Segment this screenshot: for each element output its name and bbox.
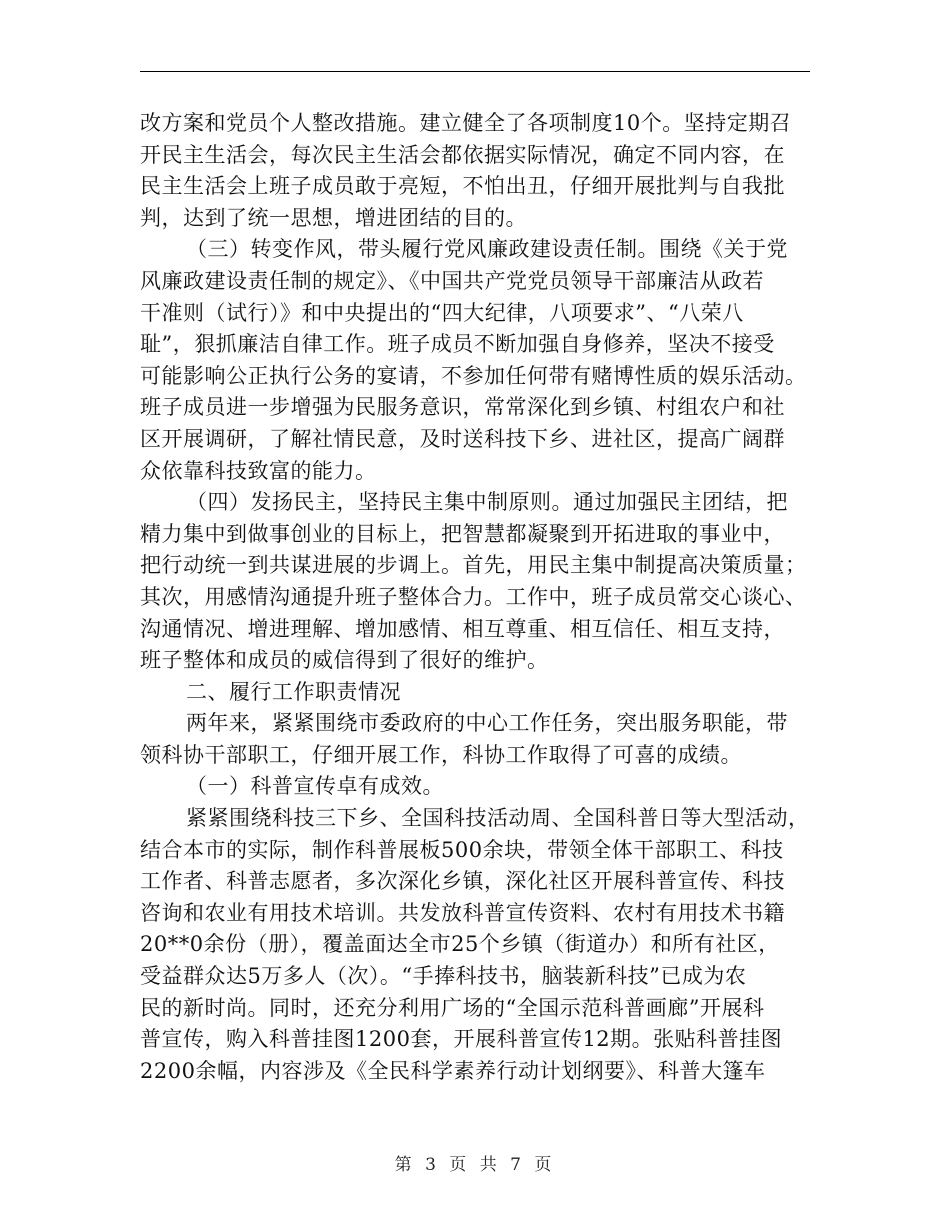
text-line: 耻”，狠抓廉洁自律工作。班子成员不断加强自身修养，坚决不接受	[140, 332, 775, 357]
text-line: 班子成员进一步增强为民服务意识，常常深化到乡镇、村组农户和社	[140, 395, 785, 420]
text-line: （三）转变作风，带头履行党风廉政建设责任制。围绕《关于党	[186, 237, 788, 262]
header-rule	[140, 71, 810, 72]
text-line: 普宣传，购入科普挂图1200套，开展科普宣传12期。张贴科普挂图	[140, 1027, 783, 1052]
text-line: 改方案和党员个人整改措施。建立健全了各项制度10个。坚持定期召	[140, 111, 792, 135]
section-heading: 二、履行工作职责情况	[186, 679, 401, 704]
text-line: 其次，用感情沟通提升班子整体合力。工作中，班子成员常交心谈心、	[140, 584, 807, 609]
text-line: 沟通情况、增进理解、增加感情、相互尊重、相互信任、相互支持，	[140, 616, 785, 641]
text-line: 2200余幅，内容涉及《全民科学素养行动计划纲要》、科普大篷车	[140, 1058, 766, 1083]
text-line: 受益群众达5万多人（次）。“手捧科技书，脑装新科技”已成为农	[140, 964, 747, 989]
text-line: 可能影响公正执行公务的宴请，不参加任何带有赌博性质的娱乐活动。	[140, 363, 807, 388]
text-line: 20**0余份（册），覆盖面达全市25个乡镇（街道办）和所有社区，	[140, 932, 780, 957]
text-line: 精力集中到做事创业的目标上，把智慧都凝聚到开拓进取的事业中，	[140, 521, 785, 546]
text-line: 把行动统一到共谋进展的步调上。首先，用民主集中制提高决策质量；	[140, 553, 807, 578]
text-line: 紧紧围绕科技三下乡、全国科技活动周、全国科普日等大型活动，	[186, 806, 810, 831]
text-line: 领科协干部职工，仔细开展工作，科协工作取得了可喜的成绩。	[140, 742, 742, 767]
text-line: 工作者、科普志愿者，多次深化乡镇，深化社区开展科普宣传、科技	[140, 869, 785, 894]
text-line: 开民主生活会，每次民主生活会都依据实际情况，确定不同内容，在	[140, 142, 785, 167]
text-line: 班子整体和成员的威信得到了很好的维护。	[140, 648, 549, 673]
text-line: 结合本市的实际，制作科普展板500余块，带领全体干部职工、科技	[140, 837, 784, 862]
text-line: 干准则（试行）》和中央提出的“四大纪律，八项要求”、“八荣八	[140, 300, 744, 325]
text-line: 风廉政建设责任制的规定》、《中国共产党党员领导干部廉洁从政若	[140, 268, 764, 293]
text-line: 区开展调研，了解社情民意，及时送科技下乡、进社区，提高广阔群	[140, 426, 785, 451]
text-line: 两年来，紧紧围绕市委政府的中心工作任务，突出服务职能，带	[186, 711, 788, 736]
text-line: 民主生活会上班子成员敢于亮短，不怕出丑，仔细开展批判与自我批	[140, 174, 785, 199]
text-line: 民的新时尚。同时，还充分利用广场的“全国示范科普画廊”开展科	[140, 995, 765, 1020]
text-line: 众依靠科技致富的能力。	[140, 458, 377, 483]
text-line: 咨询和农业有用技术培训。共发放科普宣传资料、农村有用技术书籍	[140, 900, 785, 925]
document-body	[140, 108, 820, 1087]
page-footer: 第 3 页 共 7 页	[394, 1155, 556, 1175]
text-line: （四）发扬民主，坚持民主集中制原则。通过加强民主团结，把	[186, 490, 788, 515]
text-line: 判，达到了统一思想，增进团结的目的。	[140, 205, 527, 230]
subsection-heading: （一）科普宣传卓有成效。	[186, 774, 444, 799]
